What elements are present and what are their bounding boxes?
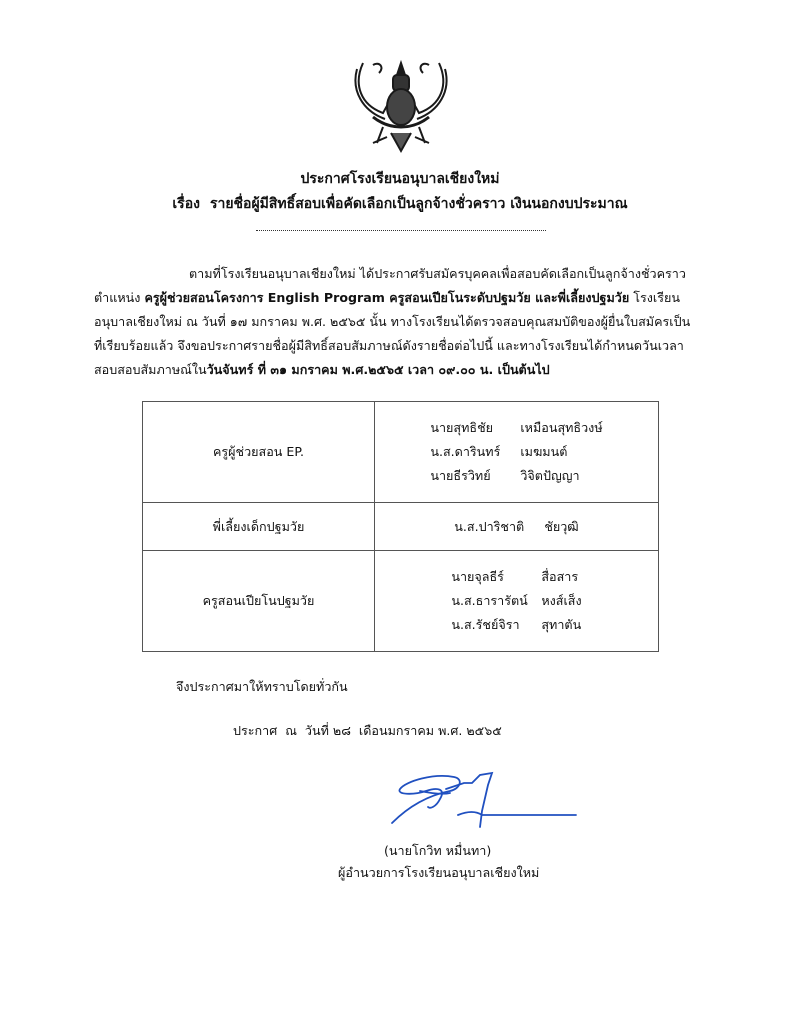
first-name: นายธีรวิทย์ — [430, 468, 491, 483]
names-cell — [375, 402, 659, 503]
date-at: ณ — [285, 723, 297, 738]
last-name: เมฆมนต์ — [520, 444, 568, 459]
candidate-name — [451, 589, 581, 613]
signatory-role: ผู้อำนวยการโรงเรียนอนุบาลเชียงใหม่ — [338, 865, 540, 880]
last-name: ชัยวุฒิ — [544, 518, 579, 534]
date-prefix: ประกาศ — [233, 723, 278, 738]
candidate-name — [451, 613, 581, 637]
subject-label: เรื่อง — [172, 196, 200, 212]
interview-date-bold: วันจันทร์ ที่ ๓๑ มกราคม พ.ศ.๒๕๖๕ เวลา ๐๙.๐๐ น. เป็นต้นไป — [206, 362, 550, 377]
first-name: น.ส.ปาริชาติ — [454, 518, 525, 534]
signatory-name: (นายโกวิท หมื่นทา) — [384, 843, 492, 858]
body-line-4: ที่เรียบร้อยแล้ว จึงขอประกาศรายชื่อผู้มีสิทธิ์สอบสัมภาษณ์ดังรายชื่อต่อไปนี้ และทางโรงเรียนได้กำหนดวันเวลา — [94, 338, 684, 353]
signature-icon — [380, 765, 580, 835]
first-name: นายสุทธิชัย — [430, 420, 494, 435]
candidate-name — [454, 515, 578, 539]
last-name: หงส์เส็ง — [541, 593, 582, 608]
first-name: น.ส.ดารินทร์ — [430, 444, 501, 459]
names-cell — [375, 551, 659, 652]
last-name: วิจิตปัญญา — [520, 468, 580, 483]
candidate-name — [430, 464, 602, 488]
announcement-date — [233, 721, 502, 741]
body-line-5-pre: สอบสอบสัมภาษณ์ใน — [94, 362, 207, 377]
first-name: น.ส.ธารารัตน์ — [451, 593, 528, 608]
date-month-year: เดือนมกราคม พ.ศ. ๒๕๖๕ — [358, 723, 502, 738]
candidate-name — [430, 440, 602, 464]
body-line-5 — [94, 358, 714, 382]
dotted-divider — [256, 230, 546, 231]
garuda-emblem-icon — [343, 55, 459, 155]
names-cell — [375, 503, 659, 551]
body-line-1: ตามที่โรงเรียนอนุบาลเชียงใหม่ ได้ประกาศรับสมัครบุคคลเพื่อสอบคัดเลือกเป็นลูกจ้างชั่วคราว — [189, 266, 686, 281]
candidate-name — [451, 565, 581, 589]
date-day: วันที่ ๒๘ — [304, 723, 351, 738]
positions-bold: ครูผู้ช่วยสอนโครงการ English Program ครูสอนเปียโนระดับปฐมวัย และพี่เลี้ยงปฐมวัย — [144, 290, 630, 305]
last-name: สื่อสาร — [541, 569, 579, 584]
announcement-title: ประกาศโรงเรียนอนุบาลเชียงใหม่ — [300, 171, 500, 187]
first-name: นายจุลธีร์ — [451, 569, 504, 584]
body-line-2 — [94, 286, 714, 310]
body-line-2-pre: ตำแหน่ง — [94, 290, 145, 305]
closing-text: จึงประกาศมาให้ทราบโดยทั่วกัน — [176, 679, 348, 694]
position-cell: ครูสอนเปียโนปฐมวัย — [143, 551, 375, 652]
position-cell: ครูผู้ช่วยสอน EP. — [143, 402, 375, 503]
announcement-subject — [0, 193, 800, 215]
last-name: เหมือนสุทธิวงษ์ — [520, 420, 603, 435]
last-name: สุทาตัน — [541, 617, 582, 632]
table-row — [143, 551, 659, 652]
body-line-3: อนุบาลเชียงใหม่ ณ วันที่ ๑๗ มกราคม พ.ศ. ๒๕๖๕ นั้น ทางโรงเรียนได้ตรวจสอบคุณสมบัติของผู้ยื่นใบสมัครเป็น — [94, 314, 691, 329]
body-paragraph — [94, 262, 714, 382]
body-line-2-post: โรงเรียน — [629, 290, 680, 305]
subject-text: รายชื่อผู้มีสิทธิ์สอบเพื่อคัดเลือกเป็นลูกจ้างชั่วคราว เงินนอกงบประมาณ — [209, 196, 628, 212]
candidate-name — [430, 416, 602, 440]
table-row — [143, 402, 659, 503]
candidates-table — [142, 401, 659, 652]
position-cell: พี่เลี้ยงเด็กปฐมวัย — [143, 503, 375, 551]
table-row — [143, 503, 659, 551]
first-name: น.ส.รัชย์จิรา — [451, 617, 520, 632]
